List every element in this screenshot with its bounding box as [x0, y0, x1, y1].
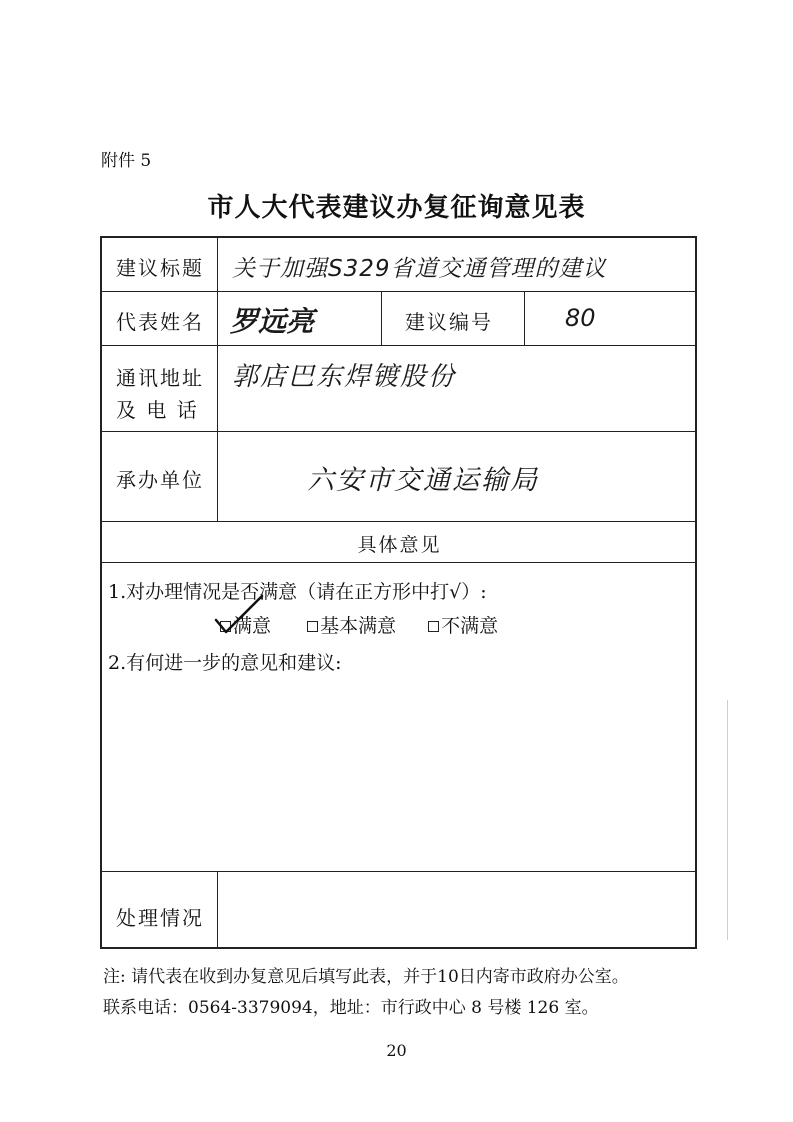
scan-edge-mark: [727, 700, 728, 940]
address-label-line2: 及 电 话: [116, 398, 199, 422]
page-number: 20: [386, 1041, 407, 1060]
checkbox-unsatisfied[interactable]: [428, 621, 439, 632]
row-divider: [102, 291, 697, 292]
row-divider: [102, 521, 697, 522]
row-divider: [102, 871, 697, 872]
column-divider: [217, 238, 218, 521]
address-value: 郭店巴东焊镀股份: [232, 362, 457, 392]
handling-label: 处理情况: [116, 906, 204, 930]
row-divider: [102, 562, 697, 563]
title-label: 建议标题: [116, 256, 204, 280]
row-divider: [102, 431, 697, 432]
title-value: 关于加强S329省道交通管理的建议: [232, 256, 607, 282]
column-divider: [217, 871, 218, 949]
page-title: 市人大代表建议办复征询意见表: [207, 193, 586, 223]
rep-name-label: 代表姓名: [116, 310, 204, 334]
dept-label: 承办单位: [116, 468, 204, 492]
number-label: 建议编号: [405, 310, 493, 334]
footer-contact: 联系电话：0564-3379094，地址：市行政中心 8 号楼 126 室。: [103, 998, 599, 1018]
option-satisfied[interactable]: 满意: [220, 615, 277, 637]
checkmark-icon: [210, 590, 280, 640]
question-1: 1.对办理情况是否满意（请在正方形中打√）:: [108, 581, 487, 603]
column-divider: [524, 291, 525, 345]
number-value: 80: [565, 304, 596, 332]
address-label-line1: 通讯地址: [116, 366, 204, 390]
suggestions-area[interactable]: [108, 678, 688, 863]
column-divider: [381, 291, 382, 345]
rep-name-value: 罗远亮: [230, 305, 315, 338]
row-divider: [102, 345, 697, 346]
footer-note: 注: 请代表在收到办复意见后填写此表，并于10日内寄市政府办公室。: [103, 967, 629, 987]
attachment-label: 附件 5: [101, 151, 152, 171]
section-header: 具体意见: [357, 534, 442, 556]
handling-field[interactable]: [222, 876, 692, 946]
option-unsatisfied[interactable]: 不满意: [428, 615, 498, 637]
checkbox-basic[interactable]: [307, 621, 318, 632]
question-2: 2.有何进一步的意见和建议:: [108, 652, 342, 674]
opinion-form: [100, 236, 697, 949]
option-basic[interactable]: 基本满意: [307, 615, 402, 637]
dept-value: 六安市交通运输局: [307, 465, 539, 496]
